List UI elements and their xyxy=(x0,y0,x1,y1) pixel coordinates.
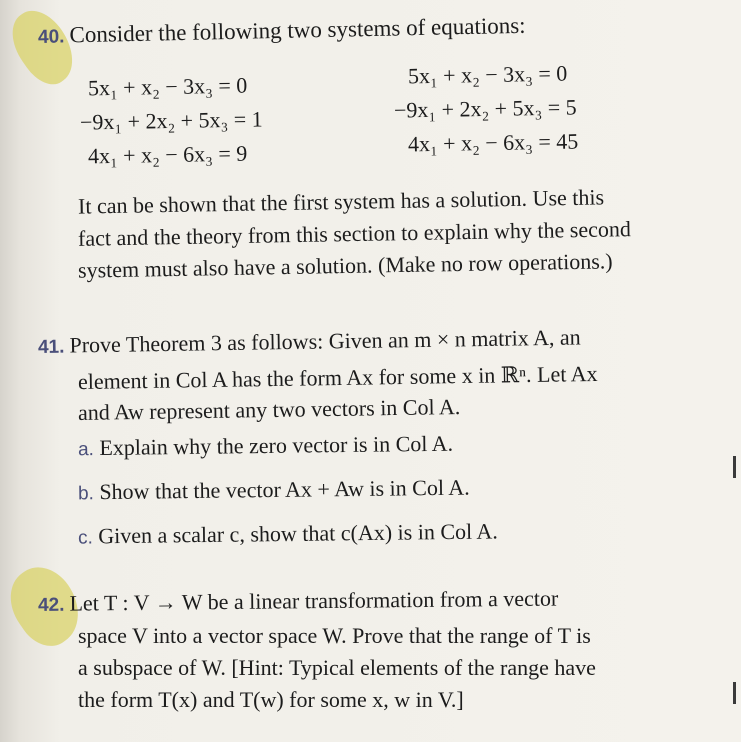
body-line: Prove Theorem 3 as follows: Given an m × n matrix A, an xyxy=(69,324,581,358)
body-line: It can be shown that the first system has a solution. Use this xyxy=(77,184,605,219)
body-line: a subspace of W. [Hint: Typical elements of the range have xyxy=(78,655,596,680)
list-item xyxy=(78,472,470,511)
margin-mark xyxy=(733,682,736,704)
item-letter: c. xyxy=(77,527,93,549)
body-line: fact and the theory from this section to explain why the second xyxy=(77,216,632,251)
margin-mark xyxy=(733,456,736,478)
body-line: system must also have a solution. (Make no row operations.) xyxy=(77,248,613,283)
body-line: space V into a vector space W. Prove that the range of T is xyxy=(78,623,591,648)
item-letter: a. xyxy=(77,439,95,461)
equation: 4x₁ + x₂ − 6x₃ = 9 xyxy=(87,140,248,169)
problem-intro: Consider the following two systems of equations: xyxy=(69,12,526,48)
list-item xyxy=(78,428,454,467)
body-line: element in Col A has the form Ax for some x in ℝⁿ. Let Ax xyxy=(77,360,598,395)
item-text: Given a scalar c, show that c(Ax) is in Col A. xyxy=(98,518,498,549)
list-item xyxy=(78,515,498,554)
body-line: the form T(x) and T(w) for some x, w in V.] xyxy=(78,687,464,712)
body-line: and Aw represent any two vectors in Col A. xyxy=(77,393,461,426)
item-letter: b. xyxy=(77,483,95,505)
item-text: Explain why the zero vector is in Col A. xyxy=(99,430,454,461)
equation: 4x₁ + x₂ − 6x₃ = 45 xyxy=(407,128,579,157)
problem-number: 40. xyxy=(37,26,65,48)
equation: 5x₁ + x₂ − 3x₃ = 0 xyxy=(407,60,568,89)
item-text: Show that the vector Ax + Aw is in Col A. xyxy=(99,474,470,505)
body-line: Let T : V → W be a linear transformation from a vector xyxy=(69,585,559,616)
problem-number: 41. xyxy=(37,336,65,358)
equation: −9x₁ + 2x₂ + 5x₃ = 5 xyxy=(393,94,577,123)
problem-number: 42. xyxy=(37,594,65,616)
equation: 5x₁ + x₂ − 3x₃ = 0 xyxy=(87,72,248,101)
equation: −9x₁ + 2x₂ + 5x₃ = 1 xyxy=(79,106,263,135)
